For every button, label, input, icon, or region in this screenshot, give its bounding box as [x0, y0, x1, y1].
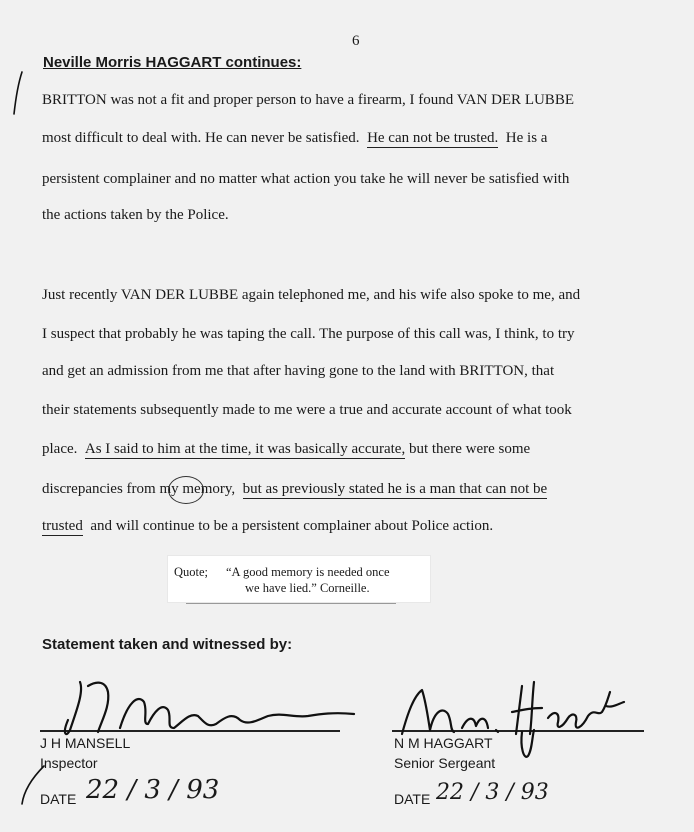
left-date-value: 22 / 3 / 93: [86, 775, 220, 805]
para2-line2: I suspect that probably he was taping the call. The purpose of this call was, I think, to try: [42, 326, 575, 342]
para2-line7-b: and will continue to be a persistent complainer about Police action.: [90, 518, 494, 534]
underlined-previously-stated: but as previously stated he is a man that can not be: [242, 481, 548, 497]
para2-line7: [42, 518, 493, 535]
right-name: N M HAGGART: [394, 735, 493, 751]
section-heading: Neville Morris HAGGART continues:: [43, 54, 302, 71]
circle-mark: [168, 476, 204, 504]
para2-line5-a: place.: [42, 441, 78, 457]
left-date-label: DATE: [40, 791, 77, 807]
margin-mark: [2, 68, 26, 118]
page-number: 6: [352, 33, 360, 49]
left-name: J H MANSELL: [40, 735, 131, 751]
left-rank: Inspector: [40, 755, 98, 771]
para1-line4: the actions taken by the Police.: [42, 207, 229, 223]
para1-line1: BRITTON was not a fit and proper person to have a firearm, I found VAN DER LUBBE: [42, 92, 574, 108]
statement-label: Statement taken and witnessed by:: [42, 636, 293, 653]
para2-line4: their statements subsequently made to me were a true and accurate account of what took: [42, 402, 572, 418]
underlined-basically-accurate: As I said to him at the time, it was basically accurate,: [84, 441, 406, 457]
para1-line2-c: He is a: [505, 130, 548, 146]
para2-line5-c: but there were some: [408, 441, 531, 457]
para2-line3: and get an admission from me that after having gone to the land with BRITTON, that: [42, 363, 555, 379]
underlined-not-trusted: He can not be trusted.: [367, 130, 499, 146]
para2-line6-a: discrepancies from: [42, 481, 156, 497]
right-date-label: DATE: [394, 791, 431, 807]
underlined-trusted: trusted: [42, 518, 83, 534]
quote-underline: [186, 603, 396, 604]
quote-line2: we have lied.” Corneille.: [245, 581, 370, 595]
para2-line6: [42, 481, 547, 498]
mansell-signature: [58, 672, 378, 742]
para2-line5: [42, 441, 530, 458]
para1-line3: persistent complainer and no matter what action you take he will never be satisfied with: [42, 171, 570, 187]
para1-line2: [42, 130, 547, 147]
right-date-value: 22 / 3 / 93: [436, 780, 549, 805]
quote-label: Quote;: [174, 565, 209, 579]
quote-line1: “A good memory is needed once: [226, 565, 390, 579]
para2-line6-c: memory,: [182, 481, 236, 497]
right-rank: Senior Sergeant: [394, 755, 496, 771]
circled-word-my: my: [159, 481, 179, 497]
para2-line1: Just recently VAN DER LUBBE again telephoned me, and his wife also spoke to me, and: [42, 287, 581, 303]
para1-line2-a: most difficult to deal with. He can never be satisfied.: [42, 130, 360, 146]
